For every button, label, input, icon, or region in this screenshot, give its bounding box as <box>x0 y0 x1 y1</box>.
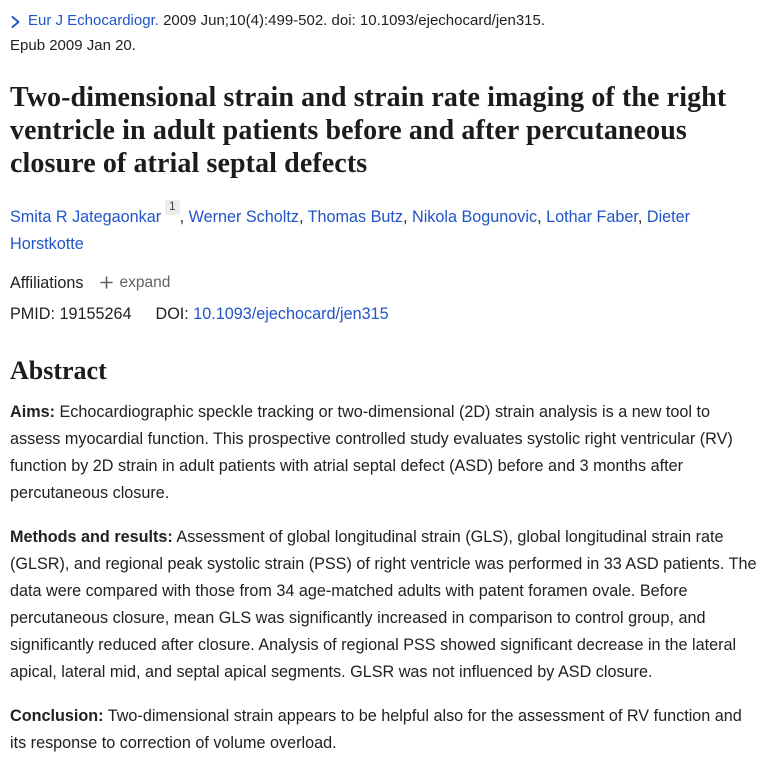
methods-text: Assessment of global longitudinal strain (GLS), global longitudinal strain rate (GLSR), and regional peak systolic strain (PSS) of right ventricle was performed in 33 ASD patients. The data were compared with those from 34 age-matched adults with patent foramen ovale. Before percutaneous closure, mean GLS was significantly increased in comparison to control group, and significantly reduced after closure. Analysis of regional PSS showed significant decrease in the lateral apical, lateral mid, and septal apical segments. GLSR was not influenced by ASD closure. <box>10 528 757 681</box>
affiliation-superscript-badge[interactable]: 1 <box>165 200 179 215</box>
chevron-right-icon[interactable] <box>10 10 21 34</box>
aims-label: Aims: <box>10 403 55 421</box>
journal-link[interactable]: Eur J Echocardiogr. <box>28 12 159 29</box>
affiliations-label: Affiliations <box>10 274 84 292</box>
pmid-group <box>10 305 132 323</box>
doi-link[interactable]: 10.1093/ejechocard/jen315 <box>193 305 389 323</box>
identifiers-row <box>10 302 757 326</box>
abstract-heading: Abstract <box>10 356 107 385</box>
citation-details: 2009 Jun;10(4):499-502. doi: 10.1093/ejechocard/jen315. <box>163 12 546 29</box>
pmid-value: 19155264 <box>59 305 132 323</box>
doi-label: DOI: <box>155 305 189 323</box>
doi-group <box>156 305 389 323</box>
abstract-conclusion-paragraph <box>10 703 757 757</box>
author-link[interactable]: Smita R Jategaonkar$^1$ , <box>10 208 189 226</box>
page-title: Two-dimensional strain and strain rate imaging of the right ventricle in adult patients before and after percutaneous closure of atrial septal defects <box>10 82 727 179</box>
author-link[interactable]: Lothar Faber , <box>546 208 647 226</box>
abstract-aims-paragraph <box>10 399 757 507</box>
author-link[interactable]: Thomas Butz , <box>308 208 412 226</box>
conclusion-text: Two-dimensional strain appears to be helpful also for the assessment of RV function and its response to correction of volume overload. <box>10 707 742 752</box>
journal-citation <box>10 9 757 58</box>
author-link[interactable]: Dieter Horstkotte <box>10 208 691 253</box>
affiliations-row <box>10 271 757 295</box>
conclusion-label: Conclusion: <box>10 707 104 725</box>
methods-label: Methods and results: <box>10 528 173 546</box>
authors-list <box>10 200 757 258</box>
pmid-label: PMID: <box>10 305 55 323</box>
expand-affiliations-button[interactable] <box>99 274 170 292</box>
author-link[interactable]: Werner Scholtz , <box>189 208 308 226</box>
abstract-methods-paragraph <box>10 524 757 686</box>
aims-text: Echocardiographic speckle tracking or two-dimensional (2D) strain analysis is a new tool to assess myocardial function. This prospective controlled study evaluates systolic right ventricular (RV) function by 2D strain in adult patients with atrial septal defect (ASD) before and 3 months after percutaneous closure. <box>10 403 733 502</box>
plus-icon <box>99 274 114 292</box>
citation-epub: Epub 2009 Jan 20. <box>10 37 136 54</box>
author-link[interactable]: Nikola Bogunovic , <box>412 208 546 226</box>
expand-label: expand <box>119 274 171 291</box>
